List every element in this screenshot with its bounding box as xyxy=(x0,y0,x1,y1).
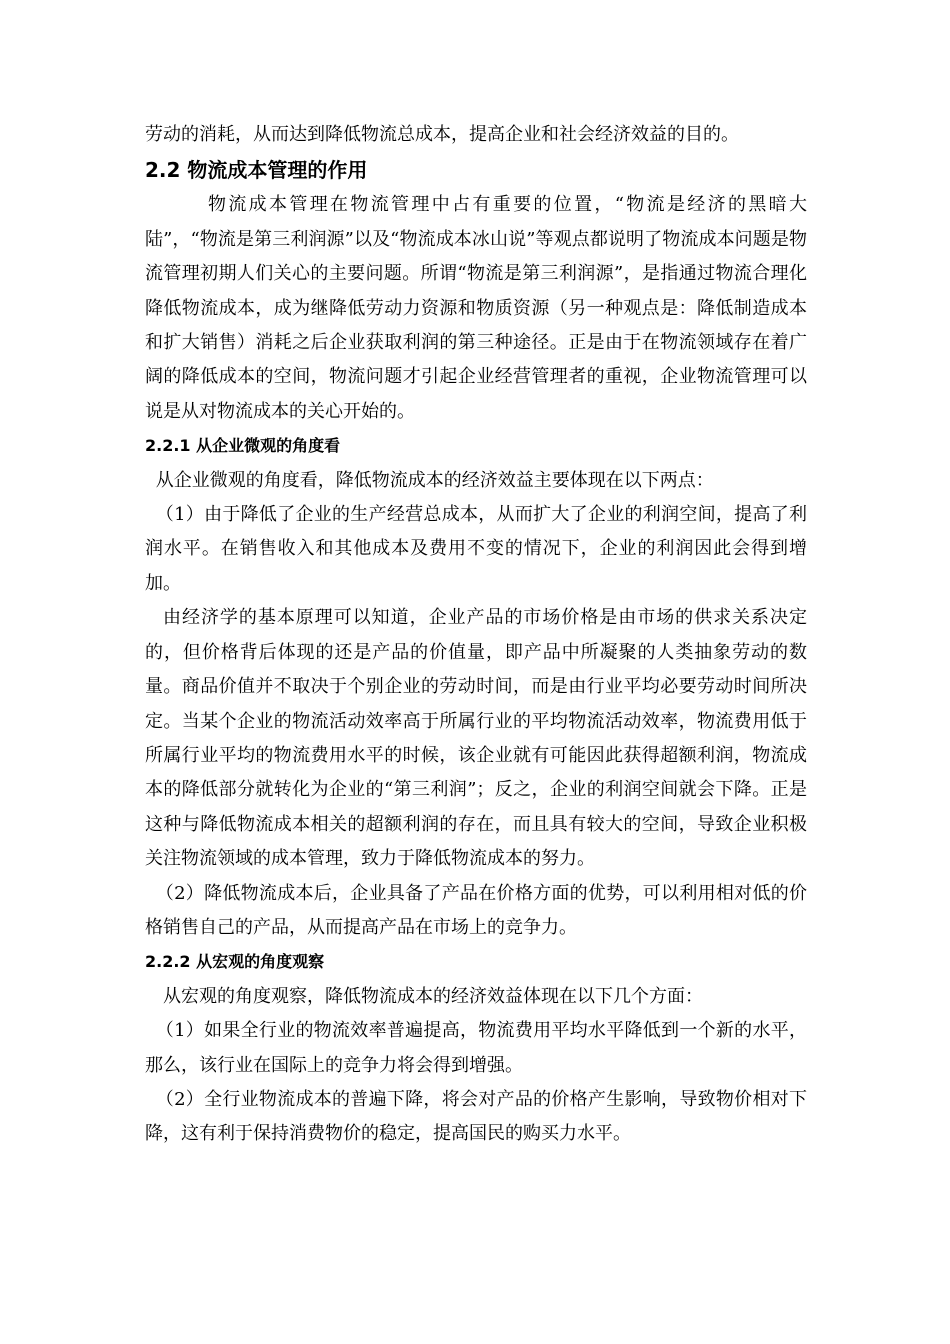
paragraph-logistics-cost-role: 物流成本管理在物流管理中占有重要的位置，“物流是经济的黑暗大陆”，“物流是第三利润源”以及“物流成本冰山说”等观点都说明了物流成本问题是物流管理初期人们关心的主要问题。所谓“物流是第三利润源”，是指通过物流合理化降低物流成本，成为继降低劳动力资源和物质资源（另一种观点是：降低制造成本和扩大销售）消耗之后企业获取利润的第三种途径。正是由于在物流领域存在着广阔的降低成本的空间，物流问题才引起企业经营管理者的重视，企业物流管理可以说是从对物流成本的关心开始的。 xyxy=(145,194,807,422)
paragraph-micro-point-1: （1）由于降低了企业的生产经营总成本，从而扩大了企业的利润空间，提高了利润水平。在销售收入和其他成本及费用不变的情况下，企业的利润因此会得到增加。 xyxy=(145,504,807,594)
paragraph-continuation: 劳动的消耗，从而达到降低物流总成本，提高企业和社会经济效益的目的。 xyxy=(145,124,739,145)
paragraph-macro-point-2: （2）全行业物流成本的普遍下降，将会对产品的价格产生影响，导致物价相对下降，这有利于保持消费物价的稳定，提高国民的购买力水平。 xyxy=(145,1088,807,1145)
paragraph-micro-intro: 从企业微观的角度看，降低物流成本的经济效益主要体现在以下两点： xyxy=(155,469,714,491)
paragraph-macro-intro: 从宏观的角度观察，降低物流成本的经济效益体现在以下几个方面： xyxy=(163,985,703,1007)
paragraph-economics-principle: 由经济学的基本原理可以知道，企业产品的市场价格是由市场的供求关系决定的，但价格背后体现的还是产品的价值量，即产品中所凝聚的人类抽象劳动的数量。商品价值并不取决于个别企业的劳动时间，而是由行业平均必要劳动时间所决定。当某个企业的物流活动效率高于所属行业的平均物流活动效率，物流费用低于所属行业平均的物流费用水平的时候，该企业就有可能因此获得超额利润，物流成本的降低部分就转化为企业的“第三利润”；反之，企业的利润空间就会下降。正是这种与降低物流成本相关的超额利润的存在，而且具有较大的空间，导致企业积极关注物流领域的成本管理，致力于降低物流成本的努力。 xyxy=(145,607,807,870)
paragraph-micro-point-2: （2）降低物流成本后，企业具备了产品在价格方面的优势，可以利用相对低的价格销售自己的产品，从而提高产品在市场上的竞争力。 xyxy=(145,882,807,938)
subsection-heading-2-2-1: 2.2.1 从企业微观的角度看 xyxy=(145,436,341,456)
section-heading-2-2: 2.2 物流成本管理的作用 xyxy=(145,158,368,183)
subsection-heading-2-2-2: 2.2.2 从宏观的角度观察 xyxy=(145,952,325,972)
paragraph-macro-point-1: （1）如果全行业的物流效率普遍提高，物流费用平均水平降低到一个新的水平，那么，该行业在国际上的竞争力将会得到增强。 xyxy=(145,1020,807,1076)
document-page xyxy=(145,118,807,1152)
